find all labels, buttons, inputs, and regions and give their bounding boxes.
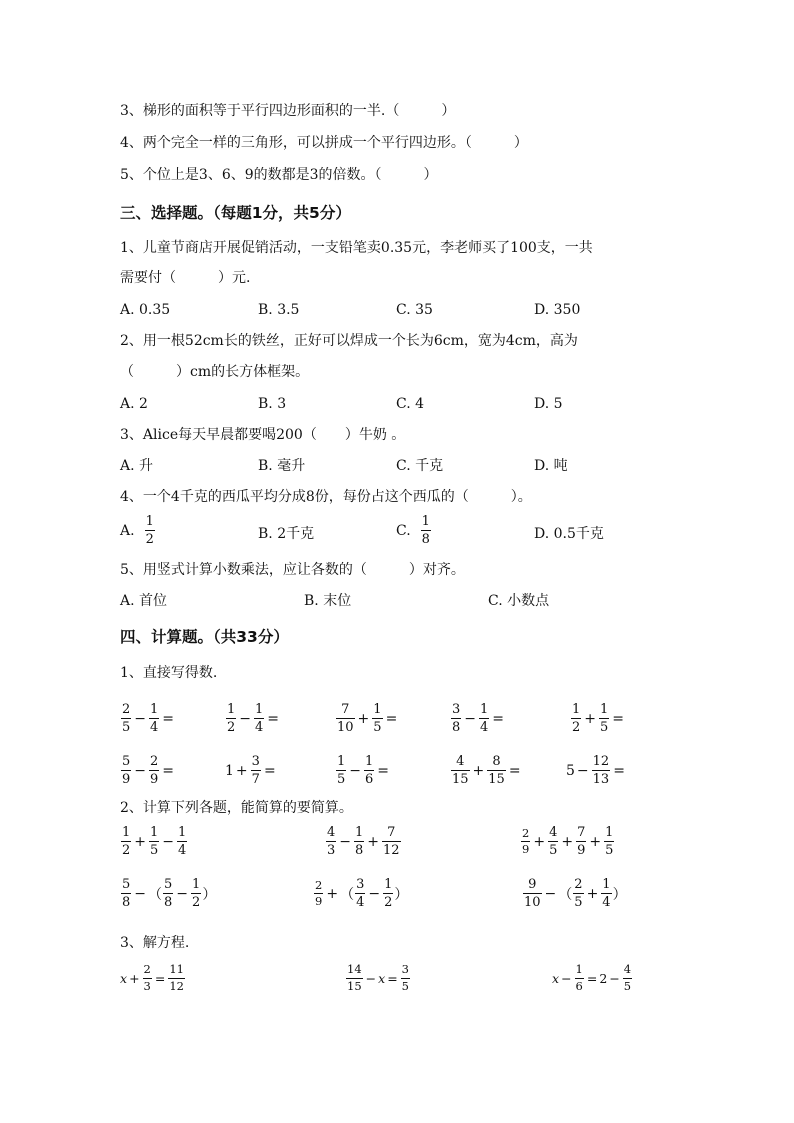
- denominator: 6: [365, 772, 374, 787]
- choice-q5-option-a: A. 首位: [120, 593, 168, 609]
- fraction: [336, 755, 346, 786]
- numerator: 1: [122, 825, 131, 840]
- numerator: 4: [456, 754, 465, 769]
- equation-2: [345, 964, 411, 992]
- mental-calc-6: [120, 755, 176, 786]
- numerator: 7: [577, 825, 586, 840]
- denominator: 8: [122, 895, 131, 910]
- option-letter: C.: [396, 522, 411, 539]
- numerator: 1: [355, 825, 364, 840]
- choice-q4-option-a: [120, 515, 156, 546]
- numerator: 7: [341, 702, 350, 717]
- math-symbol: =: [385, 710, 398, 727]
- math-symbol: +: [589, 833, 602, 850]
- fraction: [571, 703, 581, 734]
- fraction: [601, 878, 611, 909]
- fraction: [355, 878, 365, 909]
- numerator: 2: [315, 877, 323, 892]
- math-symbol: =: [586, 970, 598, 986]
- denominator: 9: [150, 772, 159, 787]
- math-symbol: （: [558, 886, 573, 903]
- math-symbol: ）: [612, 886, 627, 903]
- simplify-calc-2: [325, 826, 402, 857]
- mental-calc-1: [120, 703, 176, 734]
- numerator: 1: [145, 514, 154, 529]
- math-symbol: （: [340, 886, 355, 903]
- fraction: [121, 826, 131, 857]
- mental-calc-10: [566, 755, 627, 786]
- variable: x: [378, 970, 386, 986]
- math-symbol: −: [368, 885, 381, 902]
- math-symbol: +: [134, 833, 147, 850]
- choice-q2-option-c: C. 4: [396, 396, 425, 412]
- denominator: 15: [488, 772, 505, 787]
- denominator: 2: [572, 720, 581, 735]
- choice-q1-option-b: B. 3.5: [258, 302, 300, 318]
- numerator: 2: [122, 702, 131, 717]
- equation-1: [120, 964, 186, 992]
- choice-q1-line1: 1、儿童节商店开展促销活动，一支铅笔卖0.35元，李老师买了100支，一共: [120, 240, 593, 256]
- numerator: 5: [122, 754, 131, 769]
- numerator: 1: [373, 702, 382, 717]
- fraction: [599, 703, 609, 734]
- denominator: 4: [178, 843, 187, 858]
- fraction: [251, 755, 261, 786]
- choice-q1-line2: 需要付（ ）元.: [120, 270, 251, 286]
- numerator: 1: [384, 877, 393, 892]
- numerator: 1: [255, 702, 264, 717]
- math-symbol: =: [387, 970, 398, 986]
- math-symbol: −: [339, 833, 352, 850]
- math-symbol: =: [267, 710, 280, 727]
- fraction: [145, 515, 155, 546]
- numerator: 1: [575, 962, 583, 976]
- fraction: [479, 703, 489, 734]
- denominator: 4: [150, 720, 159, 735]
- denominator: 4: [255, 720, 264, 735]
- denominator: 9: [522, 842, 530, 856]
- denominator: 8: [421, 532, 430, 547]
- judge-item-4: 4、两个完全一样的三角形，可以拼成一个平行四边形。（ ）: [120, 135, 528, 151]
- choice-q2-option-b: B. 3: [258, 396, 287, 412]
- fraction: [143, 964, 152, 992]
- choice-q3-option-b: B. 毫升: [258, 458, 306, 474]
- choice-q1-option-d: D. 350: [534, 302, 581, 318]
- numerator: 2: [574, 877, 583, 892]
- fraction: [623, 964, 632, 992]
- numerator: 1: [227, 702, 236, 717]
- denominator: 5: [623, 978, 632, 993]
- math-symbol: =: [377, 762, 390, 779]
- section-4-heading: 四、计算题。（共33分）: [120, 628, 289, 646]
- judge-item-5: 5、个位上是3、6、9的数都是3的倍数。（ ）: [120, 167, 438, 183]
- simplify-calc-3: [520, 826, 615, 857]
- math-symbol: +: [235, 762, 248, 779]
- numerator: 11: [169, 962, 184, 976]
- numerator: 1: [480, 702, 489, 717]
- math-symbol: −: [176, 885, 189, 902]
- fraction: [592, 755, 611, 786]
- denominator: 9: [122, 772, 131, 787]
- math-symbol: =: [263, 762, 276, 779]
- denominator: 6: [575, 978, 583, 993]
- denominator: 8: [355, 843, 364, 858]
- fraction: [226, 703, 236, 734]
- denominator: 2: [384, 895, 393, 910]
- math-symbol: +: [533, 833, 546, 850]
- numerator: 1: [150, 825, 159, 840]
- choice-q2-option-a: A. 2: [120, 396, 148, 412]
- fraction: [372, 703, 382, 734]
- equation-3: [552, 964, 633, 992]
- numerator: 3: [401, 962, 409, 976]
- fraction: [451, 755, 470, 786]
- choice-q5-option-c: C. 小数点: [488, 593, 550, 609]
- math-symbol: −: [134, 710, 147, 727]
- choice-q4-line1: 4、一个4千克的西瓜平均分成8份，每份占这个西瓜的（ ）。: [120, 489, 532, 505]
- denominator: 9: [577, 843, 586, 858]
- numerator: 5: [164, 877, 173, 892]
- math-symbol: +: [472, 762, 485, 779]
- numerator: 2: [522, 825, 530, 840]
- math-symbol: +: [129, 970, 140, 986]
- mental-calc-9: [450, 755, 523, 786]
- denominator: 15: [347, 978, 362, 993]
- fraction: [121, 755, 131, 786]
- math-symbol: =: [508, 762, 521, 779]
- fraction: [149, 703, 159, 734]
- numerator: 1: [572, 702, 581, 717]
- mental-calc-8: [335, 755, 391, 786]
- math-symbol: ）: [202, 886, 217, 903]
- numerator: 1: [365, 754, 374, 769]
- judge-item-3: 3、梯形的面积等于平行四边形面积的一半.（ ）: [120, 103, 456, 119]
- math-symbol: −: [576, 762, 589, 779]
- simplify-calc-1: [120, 826, 188, 857]
- numerator: 7: [387, 825, 396, 840]
- denominator: 5: [600, 720, 609, 735]
- numerator: 1: [602, 877, 611, 892]
- math-symbol: +: [367, 833, 380, 850]
- fraction: [382, 826, 401, 857]
- numerator: 5: [122, 877, 131, 892]
- choice-q3-option-d: D. 吨: [534, 458, 568, 474]
- simplify-calc-6: [522, 878, 627, 909]
- choice-q1-option-c: C. 35: [396, 302, 433, 318]
- denominator: 10: [524, 895, 541, 910]
- denominator: 3: [143, 978, 151, 993]
- numerator: 1: [178, 825, 187, 840]
- denominator: 5: [122, 720, 131, 735]
- calc-part-3-title: 3、解方程.: [120, 935, 190, 951]
- denominator: 13: [592, 772, 610, 787]
- math-symbol: +: [586, 885, 599, 902]
- numerator: 1: [192, 877, 201, 892]
- section-3-heading: 三、选择题。（每题1分，共5分）: [120, 204, 351, 222]
- math-symbol: −: [134, 885, 147, 902]
- denominator: 7: [251, 772, 260, 787]
- numerator: 2: [143, 962, 151, 976]
- denominator: 4: [602, 895, 611, 910]
- fraction: [487, 755, 506, 786]
- numerator: 1: [600, 702, 609, 717]
- fraction: [149, 755, 159, 786]
- math-symbol: =: [613, 762, 625, 779]
- choice-q4-option-c: [396, 515, 432, 546]
- fraction: [604, 826, 614, 857]
- fraction: [254, 703, 264, 734]
- denominator: 10: [337, 720, 354, 735]
- denominator: 2: [227, 720, 236, 735]
- math-symbol: =: [162, 762, 175, 779]
- numerator: 12: [592, 754, 610, 769]
- choice-q2-line2: （ ）cm的长方体框架。: [120, 364, 310, 380]
- denominator: 2: [122, 843, 131, 858]
- choice-q3-line1: 3、Alice每天早晨都要喝200（ ）牛奶 。: [120, 427, 406, 443]
- fraction: [168, 964, 185, 992]
- fraction: [523, 878, 542, 909]
- numerator: 3: [251, 754, 260, 769]
- numerator: 9: [528, 877, 537, 892]
- variable: x: [552, 970, 560, 986]
- choice-q3-option-a: A. 升: [120, 458, 154, 474]
- choice-q2-line1: 2、用一根52cm长的铁丝，正好可以焊成一个长为6cm，宽为4cm，高为: [120, 333, 578, 349]
- calc-part-1-title: 1、直接写得数.: [120, 665, 218, 681]
- denominator: 5: [150, 843, 159, 858]
- choice-q2-option-d: D. 5: [534, 396, 563, 412]
- math-symbol: −: [349, 762, 362, 779]
- fraction: [573, 878, 583, 909]
- denominator: 5: [337, 772, 346, 787]
- denominator: 5: [401, 978, 409, 993]
- math-symbol: 5: [566, 762, 575, 779]
- numerator: 2: [150, 754, 159, 769]
- math-symbol: +: [584, 710, 597, 727]
- math-symbol: =: [162, 710, 175, 727]
- fraction: [346, 964, 363, 992]
- denominator: 5: [605, 843, 614, 858]
- fraction: [326, 826, 336, 857]
- fraction: [421, 515, 431, 546]
- mental-calc-3: [335, 703, 399, 734]
- math-symbol: 1: [225, 762, 234, 779]
- numerator: 4: [327, 825, 336, 840]
- fraction: [314, 877, 323, 908]
- mental-calc-7: [225, 755, 278, 786]
- denominator: 12: [383, 843, 400, 858]
- math-symbol: −: [365, 970, 377, 986]
- fraction: [401, 964, 410, 992]
- math-symbol: +: [357, 710, 370, 727]
- fraction: [575, 964, 584, 992]
- math-symbol: ）: [394, 886, 409, 903]
- numerator: 4: [623, 962, 632, 976]
- denominator: 2: [192, 895, 201, 910]
- choice-q5-line1: 5、用竖式计算小数乘法，应让各数的（ ）对齐。: [120, 562, 465, 578]
- choice-q4-option-d: D. 0.5千克: [534, 526, 604, 542]
- numerator: 1: [150, 702, 159, 717]
- fraction: [163, 878, 173, 909]
- variable: x: [120, 970, 128, 986]
- fraction: [354, 826, 364, 857]
- mental-calc-4: [450, 703, 506, 734]
- calc-part-2-title: 2、计算下列各题，能简算的要简算。: [120, 800, 353, 816]
- fraction: [121, 878, 131, 909]
- math-symbol: =: [154, 970, 166, 986]
- choice-q3-option-c: C. 千克: [396, 458, 444, 474]
- math-symbol: −: [162, 833, 175, 850]
- fraction: [548, 826, 558, 857]
- numerator: 3: [452, 702, 461, 717]
- choice-q5-option-b: B. 末位: [304, 593, 352, 609]
- simplify-calc-4: [120, 878, 216, 909]
- fraction: [149, 826, 159, 857]
- denominator: 5: [549, 843, 558, 858]
- numerator: 1: [337, 754, 346, 769]
- fraction: [191, 878, 201, 909]
- fraction: [521, 825, 530, 856]
- denominator: 15: [452, 772, 469, 787]
- denominator: 8: [164, 895, 173, 910]
- denominator: 5: [373, 720, 382, 735]
- math-symbol: −: [464, 710, 477, 727]
- math-symbol: =: [612, 710, 625, 727]
- fraction: [336, 703, 355, 734]
- math-symbol: −: [134, 762, 147, 779]
- fraction: [364, 755, 374, 786]
- denominator: 4: [480, 720, 489, 735]
- mental-calc-2: [225, 703, 281, 734]
- math-symbol: −: [561, 970, 572, 986]
- denominator: 4: [356, 895, 365, 910]
- math-symbol: −: [239, 710, 252, 727]
- math-symbol: （: [148, 886, 163, 903]
- numerator: 3: [356, 877, 365, 892]
- numerator: 14: [347, 962, 362, 976]
- simplify-calc-5: [313, 878, 408, 909]
- fraction: [177, 826, 187, 857]
- choice-q1-option-a: A. 0.35: [120, 302, 171, 318]
- math-symbol: +: [326, 885, 339, 902]
- fraction: [383, 878, 393, 909]
- fraction: [121, 703, 131, 734]
- choice-q4-option-b: B. 2千克: [258, 526, 315, 542]
- math-symbol: −: [609, 970, 620, 986]
- denominator: 12: [169, 978, 184, 993]
- numerator: 1: [421, 514, 430, 529]
- fraction: [451, 703, 461, 734]
- numerator: 4: [549, 825, 558, 840]
- math-symbol: −: [544, 885, 557, 902]
- denominator: 9: [315, 894, 323, 908]
- numerator: 8: [492, 754, 501, 769]
- math-symbol: =: [492, 710, 505, 727]
- denominator: 5: [574, 895, 583, 910]
- fraction: [576, 826, 586, 857]
- math-symbol: +: [561, 833, 574, 850]
- option-letter: A.: [120, 522, 135, 539]
- numerator: 1: [605, 825, 614, 840]
- denominator: 8: [452, 720, 461, 735]
- mental-calc-5: [570, 703, 626, 734]
- math-symbol: 2: [599, 970, 608, 986]
- denominator: 2: [145, 532, 154, 547]
- denominator: 3: [327, 843, 336, 858]
